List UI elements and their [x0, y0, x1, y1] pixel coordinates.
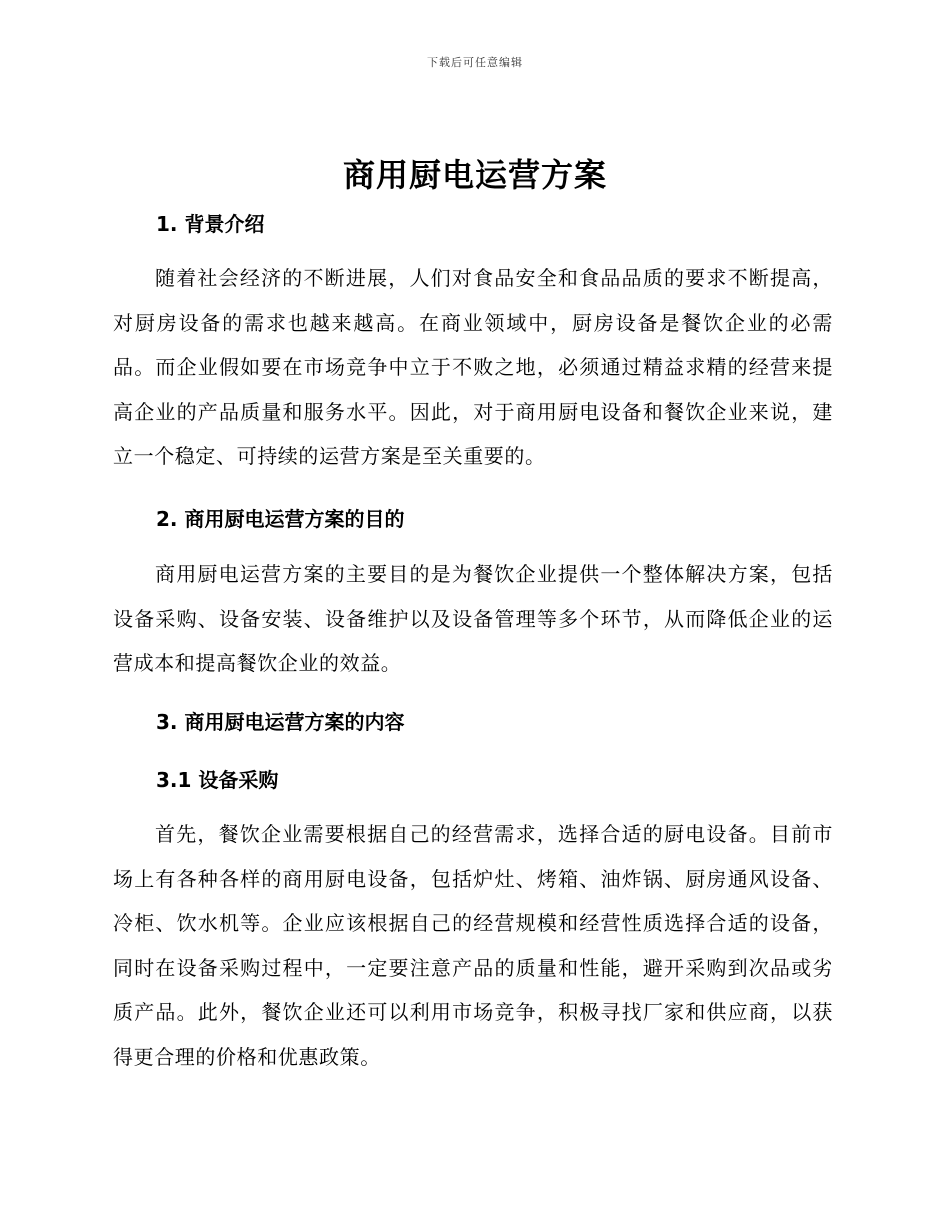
page-header-note: 下载后可任意编辑 [427, 56, 523, 69]
section-heading-purpose: 2. 商用厨电运营方案的目的 [156, 507, 405, 531]
section-paragraph-purpose: 商用厨电运营方案的主要目的是为餐饮企业提供一个整体解决方案，包括设备采购、设备安装、设备维护以及设备管理等多个环节，从而降低企业的运营成本和提高餐饮企业的效益。 [113, 562, 833, 675]
section-heading-content: 3. 商用厨电运营方案的内容 [156, 710, 405, 734]
section-heading-background: 1. 背景介绍 [156, 212, 265, 236]
section-paragraph-background: 随着社会经济的不断进展，人们对食品安全和食品品质的要求不断提高，对厨房设备的需求也越来越高。在商业领域中，厨房设备是餐饮企业的必需品。而企业假如要在市场竞争中立于不败之地，必须通过精益求精的经营来提高企业的产品质量和服务水平。因此，对于商用厨电设备和餐饮企业来说，建立一个稳定、可持续的运营方案是至关重要的。 [113, 266, 833, 468]
section-heading-procurement: 3.1 设备采购 [156, 768, 279, 792]
section-paragraph-procurement: 首先，餐饮企业需要根据自己的经营需求，选择合适的厨电设备。目前市场上有各种各样的商用厨电设备，包括炉灶、烤箱、油炸锅、厨房通风设备、冷柜、饮水机等。企业应该根据自己的经营规模和经营性质选择合适的设备，同时在设备采购过程中，一定要注意产品的质量和性能，避开采购到次品或劣质产品。此外，餐饮企业还可以利用市场竞争，积极寻找厂家和供应商，以获得更合理的价格和优惠政策。 [113, 822, 833, 1069]
document-title: 商用厨电运营方案 [342, 156, 607, 194]
